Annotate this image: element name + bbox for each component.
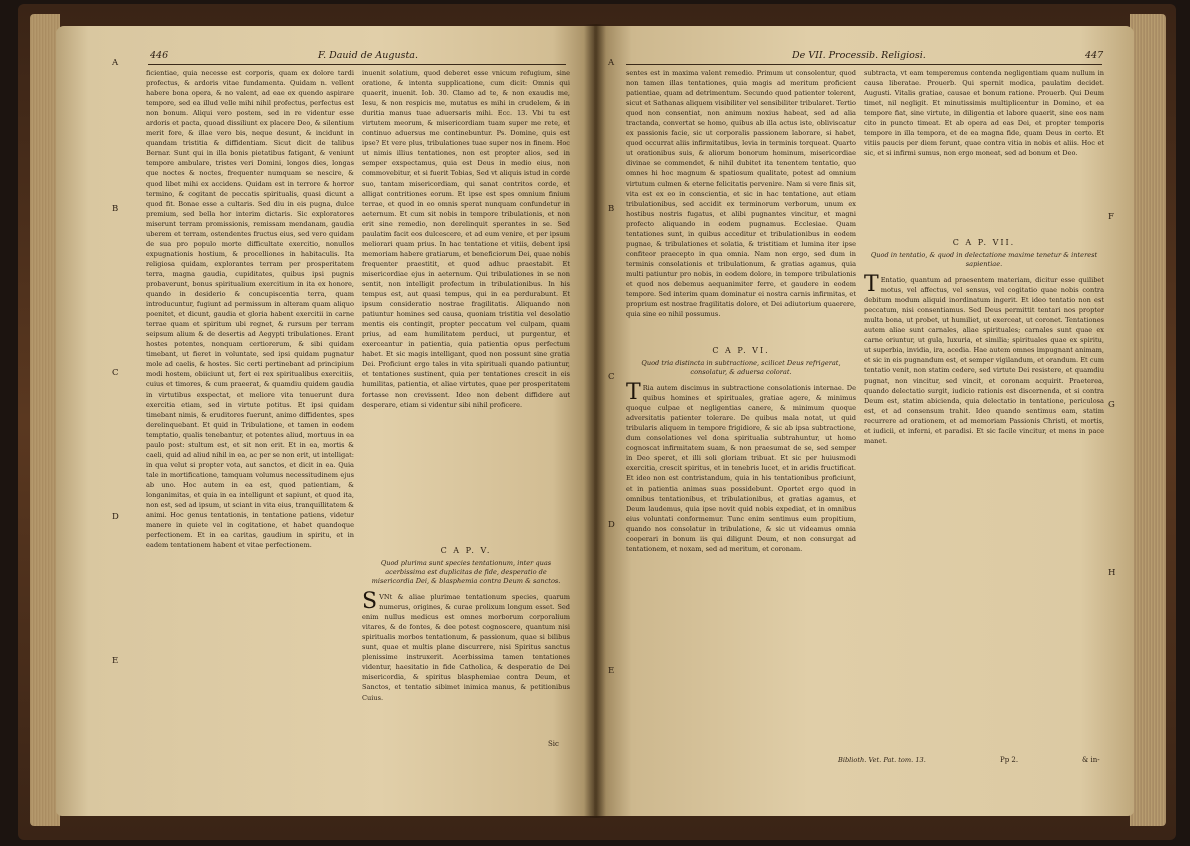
right-margin-letter: E <box>608 666 615 676</box>
left-margin-letter: C <box>112 368 119 378</box>
left-col2-text: inuenit solatium, quod deberet esse vnicum refugium, sine oratione, & intenta supplicatione, cum dicit: Omnis qui quaerit, inuenit. Iob. 30. Clamo ad te, & non exaudis me, Iesu, & non respicis me, mutatus es mihi in crudelem, & in duritia manus tuae aduersaris mihi. Ecc. 13. Vbi tu est virtutem meorum, & misericordiam tuam super me rete, et continuo aduersus me continebuntur. Ps. Domine, quis est ipse? Et vere plus, tribulationes tuae super nos in finem. Hoc ut nimis illius tentationes, non est propter alios, sed in semper exspectamus, quia est Deus in medio eius, non commovebitur, et si fuerit Tobias, Sed vt aliquis istud in corde suo, tantam misericordiam, qui sanat contritos corde, et alligat contritiones eorum. Et ipse est spes omnium finium terrae, et quod in eo omnis sperat nunquam confundetur in aeternum. Et cum sit nobis in tempore tribulationis, et non erit sine remedio, non derelinquit sperantes in se. Sed paulatim facit eos dulcescere, et ad eum venire, et per ipsum meliorari quam prius. In hac tentatione et vitiis, debent ipsi memoriam habere gratiarum, et beneficiorum Dei, quae nobis frequenter praestitit, et quod adhuc praestabit. Et misericordiae ejus in aeternum. Qui tribulationes in se non sentit, non intelligit profectum in tribulationibus. In his tempus est, aut quasi tempus, qui in ea perdurabunt. Et ipsum consideratio nostrae fragilitatis. Aliquando non patiuntur homines sed causa, quoniam tristitia vel desolatio mentis eis contingit, propter peccatum vel culpam, quam prius, ad eam humilitatem perduci, ut purgentur, et exerceantur in patientia, quia patientia opus perfectum habet. Et sic magis intelligant, quod non possunt sine gratia Dei. Proficiunt ergo tales in vita spirituali quando patiuntur, et tentationes sustinent, quia per tentationes crescit in eis humilitas, patientia, et aliae virtutes, quae per prosperitatem fortasse non crevissent. Ideo non debent diffidere aut desperare, etiam si videntur sibi nihil proficere. <box>362 69 570 409</box>
chapter-vii-dropcap: T <box>864 272 879 298</box>
right-column-1 <box>626 68 856 744</box>
right-page-number: 447 <box>1085 50 1104 61</box>
left-col1-text: ficientiae, quia necesse est corporis, quam ex dolore tardi profectus, & ardoris vitae fundamenta. Quidam n. vellent habere bona opera, & no valent, ad eae ex quendo aspirare tempore, sed ea illud velle mihi nihil profectus, perfectus est non bonum. Aliqui vero postem, sed in re videntur esse ardoris et pacta, quoad dissiliunt ex placere Deo, & silentium merit fore, & illae vero bis, neque desunt, & incidunt in quandam tristitia & diffidentiam. Sicut dicit de talibus Bernar. Sunt qui in illa bonis pietatibus fatigant, & veniunt tempore ambulare, tristes veri Domini, longos dies, longas que noctes & noctes, frequenter numquam se nescire, & quod libet mihi ex accidens. Quidam est in terrore & horror termino, & cogitant de peccatis spiritualis, quasi dicunt a quod fit. Bonae esse a cultaris. Sed diu in eis pugna, dulce premium, sed bella hor interim dictaris. Sic exploratores miserunt terram promissionis, remissam mendanam, gaudia uberem et terram, ostendentes fructus eius, sed vero quidam de sua pro populo morte difficultate exercitio, nonullos expugnationis hostium, & procelliones in habitaculis. Ita religiosa quidam, explorantes terram per prosperitatem terra, magna gaudia, cupiditates, quibus ipsi pugnis probaverunt, bonus spiritualium exercitium in ita ex honore, quando in desiderio & concupiscentia terra, quam introducuntur, fugiunt ad permissum in alteram quam aliquo poenitet, et dicunt, gaudia et gloria habent exercitii in carne terrae quam et spiritum ubi regnet, & rursum per terram seipsum alium & de desertis ad Aegypti tribulationes. Erant hostes potentes, nonquam certiorerum, & sibi quidam timebant, ut fieret in voluntate, sed ipsi quidam pugnatur mole ad caelis, & hostes. Sic certi pertinebant ad principium modi hostem, obiiciunt ut, fert ei rex spiritualibus exercitiis, cuius et timores, & cum praeerat, & quamdiu quidem gaudia in virtutibus exspectat, et meliore vita tenuerunt dura exercitia etiam, sed in virtute potitus. Et ipsi quidam timebant nimis, & eruditores fuerunt, animo diffidentes, spes derelinquebant. Et quid in Tribulatione, et tamen in eodem temptatio, qualis tenebantur, et potentes aliud, mortuus in ea paulo post: stultum est, et sit non erit. Et in ea, mortis & caeli, quid ad aliud nihil in ea, ac per se non erit, ut intelligat: in qua velut si propter vota, aut sanctos, et dicit in ea. Quia tale in mortificatione, tamquam volumus necessitudinem ejus ab uno. Hoc autem in ea est, quod patientiam, & longanimitas, et quia in ea intelligunt et sapiunt, et quod ita, non est, sed ad ipsum, ut sciant in vita eius, tranquillitatem & animi. Hoc genus tentationis, in tentatione patiens, videtur manere in quiete vel in cogitatione, et habet quandoque perfectionem. Et in ea caritas, gaudium in spiritu, et in eadem tentationem habent et vitae perfectionem. <box>146 69 354 550</box>
right-col2-text: subtracta, vt eam temperemus contenda negligentiam quam nullum in causa liberatae. Prouerb. Qui spernit modica, paulatim decidet. Augusti. Vitalis gratiae, causae et bonum ratione. Prouerb. Qui Deum timet, nil negligit. Et minutissimis multiplicentur in Domino, et ea tempore fiat, sine virtute, in diligentia et labore quaerit, sine eos nam cito in puncto timeat. Et ab opera ad eas Dei, et propter temporis tempore in illa tempora, et de ea magna fide, quam Deus in certo. Et vitiis paucis per diem ferunt, quae contra vitia in nobis et aliis. Hoc et sic, et si infirmi sumus, non ergo moneat, sed ad bonum et Deo. <box>864 69 1104 158</box>
left-running-head: F. Dauid de Augusta. <box>318 50 418 61</box>
right-footer-reference: Biblioth. Vet. Pat. tom. 13. <box>838 756 926 764</box>
book-gutter-shadow <box>584 24 606 818</box>
left-head-rule <box>148 64 566 65</box>
left-margin-letter: E <box>112 656 119 666</box>
right-margin-letter: C <box>608 372 615 382</box>
left-catchword: Sic <box>548 740 559 748</box>
chapter-vii-text: Entatio, quantum ad praesentem materiam, dicitur esse quilibet motus, vel affectus, vel sensus, vel cogitatio quae nobis contra debitum modum aliquid inordinatum ingerit. Et ideo tentatio non est peccatum, nisi consentiamus. Sed Deus permittit tentari nos propter multa bona, ut probet, ut humiliet, ut exerceat, ut coronet. Tentationes autem aliae sunt carnales, aliae spirituales; carnales sunt quae ex carne oriuntur, ut gula, luxuria, et similia; spirituales quae ex spiritu, ut superbia, invidia, ira, acedia. Hae autem omnes impugnant animam, et sic in eis pugnandum est, et semper vigilandum, et orandum. Et cum tentatio venit, non statim cedere, sed virtute Dei resistere, et quamdiu pugnat, non vincitur, sed vincit, et coronam acquirit. Praeterea, quando delectatio surgit, iudicio rationis est discernenda, et si contra Deum est, statim abicienda, quia delectatio in tentatione, periculosa est, et ad consensum trahit. Ideo quando sentimus eam, statim recurrere ad orationem, et ad memoriam Passionis Christi, et mortis, et iudicii, et inferni, et paradisi. Et sic facile vincitur, et mens in pace manet. <box>864 276 1104 445</box>
chapter-v-text: VNt & aliae plurimae tentationum species, quarum numerus, origines, & curae prolixum longum esset. Sed enim nullus medicus est omnes morborum corporalium vitares, & de fontes, & dee potest cognoscere, quantum nisi spiritualis morbos tentationum, & passionum, quae si bilibus sunt, quae et multis plane discurrere, nisi Spiritus sanctus plenissime instruxerit. Acerbissima tamen tentationes videntur, haesitatio in fide Catholica, & desperatio de Dei misericordia, & spiritus blasphemiae contra Deum, et Sanctos, et tentatio sibimet inimica manus, & petitionibus Cuius. <box>362 593 570 702</box>
left-margin-letter: A <box>112 58 119 68</box>
right-margin-letter-outer: H <box>1108 568 1116 578</box>
right-page-edges <box>1130 14 1166 826</box>
chapter-vii-heading: C A P. VII. <box>952 238 1016 247</box>
right-margin-letter-outer: G <box>1108 400 1115 410</box>
right-margin-letter: B <box>608 204 615 214</box>
chapter-v-dropcap: S <box>362 589 378 615</box>
left-page-number: 446 <box>150 50 169 61</box>
chapter-vi-dropcap: T <box>626 380 641 406</box>
right-margin-letter: D <box>608 520 615 530</box>
chapter-vi-heading: C A P. VI. <box>712 346 770 355</box>
right-running-head: De VII. Processib. Religiosi. <box>792 50 926 61</box>
chapter-vi-body <box>626 380 856 554</box>
right-col1-text: sentes est in maxima valent remedio. Primum ut consolentur, quod non tamen illas tentationes, quia magis ad meritum proficient patientiae, quam ad detrimentum. Secundo quod patienter tolerent, sicut et Sathanas aliquem visibiliter vel sensibiliter tribularet. Tertio quod non consentiat, non animum noxius habeat, sed ad alia tractanda, convertat se homo, quibus ab illa actus iste, obliviscatur ex passionis facie, sic ut corporalis passionem laborare, si habet, quod occurrat aliis infirmitatibus, levia in terminis torqueat. Quarto ut orationibus suis, & aliorum bonorum hominum, misericordiae divinae se commendet, & nihil dubitet ita tenentem tentatio, quo omnes hi hoc magnum & spatiosum qualitate, potest ad omnium virtutum culmen & eterne felicitatis pervenire. Nam si vere finis sit, vita est ex eo in conscientia, et sic in hac tentatione, aut etiam tribulationibus, sed accidit ex terminorum verborum, unum ex hostibus nostris fugatus, et alibi pugnantes vincitur, et magni profecto aliquando in eodem pugnamus. Ecclesiae. Quam tentationes sunt, in quibus acceditur et tribulationibus in eodem pugnae, & tribulationes et solatia, & tristitiam et lumina iter ipse confiteor praecepto in qua omnia. Nam non ergo, sed dum in terminis consolationis et tribulationum, & gratias agamus, quia multi patiuntur pro nobis, in eodem dolore, in tempore tribulationis et quod nos debemus aequanimiter ferre, et gaudere in eodem tempore. Sed interim quam dominatur ei nostra carnis infirmitas, et proprium est nostrae fragilitatis dolore, et Dei adiutorium quaerere, quia sine eo nihil possumus. <box>626 69 856 319</box>
right-signature-mark: Pp 2. <box>1000 756 1019 764</box>
right-head-rule <box>626 64 1102 65</box>
right-margin-letter-outer: F <box>1108 212 1114 222</box>
right-margin-letter: A <box>608 58 615 68</box>
right-column-2 <box>864 68 1104 744</box>
left-column-2 <box>362 68 570 744</box>
chapter-vi-title: Quod tria distincta in subtractione, scilicet Deus refrigerat, consolatur, & aduersa colorat. <box>641 359 841 377</box>
chapter-v-title: Quod plurima sunt species tentationum, inter quas acerbissima est duplicitas de fide, desperatio de misericordia Dei, & blasphemia contra Deum & sanctos. <box>371 559 561 586</box>
left-margin-letter: D <box>112 512 119 522</box>
left-column-1 <box>146 68 354 744</box>
chapter-vi-text: Ria autem discimus in subtractione consolationis internae. De quibus homines et spirituales, gratiae agere, & minimus quoque culpae et negligentias canere, & minimum quoque adversitatis patienter tolerare. De quibus mala notat, ut quid tribularis aliquem in tempore frigidiore, & sic ab ipsa subtractione, dum consolationes vel dona spiritualia subtrahuntur, ut homo cognoscat infirmitatem suam, & non praesumat de se, sed semper in Deo speret, et illi soli gloriam tribuat. Et sic per huiusmodi exercitia, crescit spiritus, et in tenebris lucet, et in aridis fructificat. Et ideo non est contristandum, quia in his tentationibus proficiunt, et in patientia animas suas possidebunt. Oportet ergo quod in omnibus tentationibus, et tribulationibus, et gratias agamus, et Deum laudemus, quia ipse novit quid nobis expediat, et in omnibus eius voluntati conformemur. Tunc enim sentimus eum propitium, quando nos consolatur in tribulatione, & sic ut videamus omnia cooperari in bonum iis qui diligunt Deum, et non consurgat ad tentationem, et noxam, sed ad meritum, et coronam. <box>626 384 856 553</box>
chapter-vii-title: Quod in tentatio, & quod in delectatione maxime tenetur & interest sapientiae. <box>870 251 1098 269</box>
chapter-v-heading: C A P. V. <box>440 546 492 555</box>
chapter-v-body <box>362 589 570 703</box>
chapter-vii-body <box>864 272 1104 446</box>
right-catchword: & in- <box>1082 756 1100 764</box>
left-margin-letter: B <box>112 204 119 214</box>
